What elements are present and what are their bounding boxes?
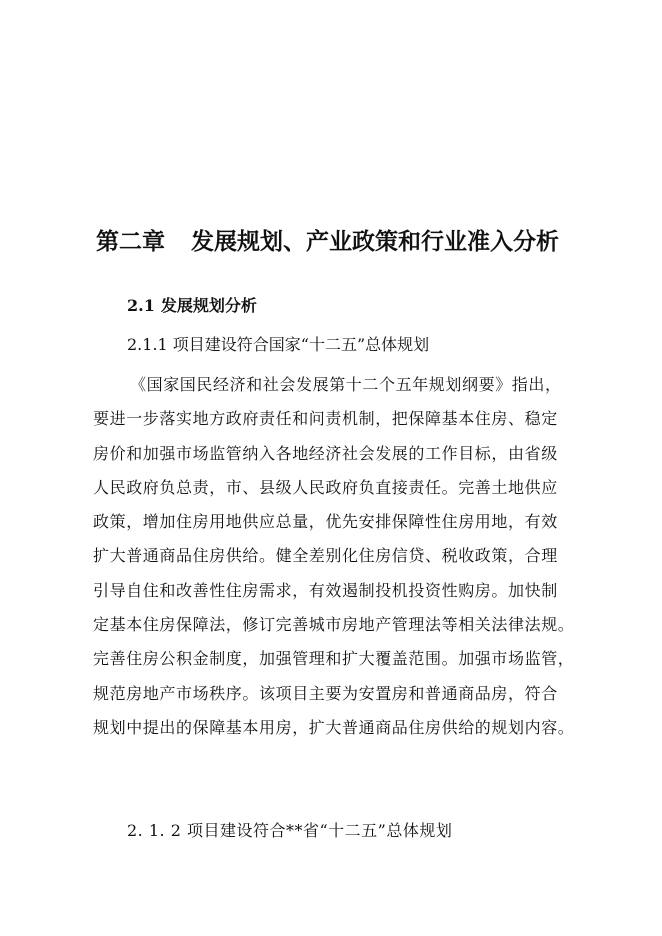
paragraph-line: 完善住房公积金制度，加强管理和扩大覆盖范围。加强市场监管， — [93, 649, 575, 669]
paragraph-line: 定基本住房保障法，修订完善城市房地产管理法等相关法律法规。 — [93, 615, 575, 635]
paragraph-line: 规范房地产市场秩序。该项目主要为安置房和普通商品房，符合 — [93, 683, 558, 703]
subsection-heading-2-1-1: 2.1.1 项目建设符合国家“十二五”总体规划 — [127, 335, 430, 354]
paragraph-line: 人民政府负总责，市、县级人民政府负直接责任。完善土地供应 — [93, 477, 558, 497]
paragraph-line: 扩大普通商品住房供给。健全差别化住房信贷、税收政策，合理 — [93, 546, 558, 566]
paragraph-line: 引导自住和改善性住房需求，有效遏制投机投资性购房。加快制 — [93, 580, 558, 600]
section-number: 2.1 — [127, 296, 155, 315]
paragraph-line: 要进一步落实地方政府责任和问责机制，把保障基本住房、稳定 — [93, 409, 558, 429]
chapter-title — [96, 224, 616, 260]
chapter-title-text: 发展规划、产业政策和行业准入分析 — [191, 229, 559, 255]
section-title — [127, 292, 257, 320]
paragraph-line: 《国家国民经济和社会发展第十二个五年规划纲要》指出， — [130, 375, 562, 394]
chapter-number: 第二章 — [96, 229, 165, 255]
section-title-text: 发展规划分析 — [160, 296, 257, 315]
subsection-heading-2-1-2: 2. 1. 2 项目建设符合**省“十二五”总体规划 — [127, 821, 453, 840]
body-paragraph — [93, 368, 603, 745]
paragraph-line: 规划中提出的保障基本用房，扩大普通商品住房供给的规划内容。 — [93, 717, 575, 737]
paragraph-line: 政策，增加住房用地供应总量，优先安排保障性住房用地，有效 — [93, 512, 558, 532]
paragraph-line: 房价和加强市场监管纳入各地经济社会发展的工作目标，由省级 — [93, 443, 558, 463]
